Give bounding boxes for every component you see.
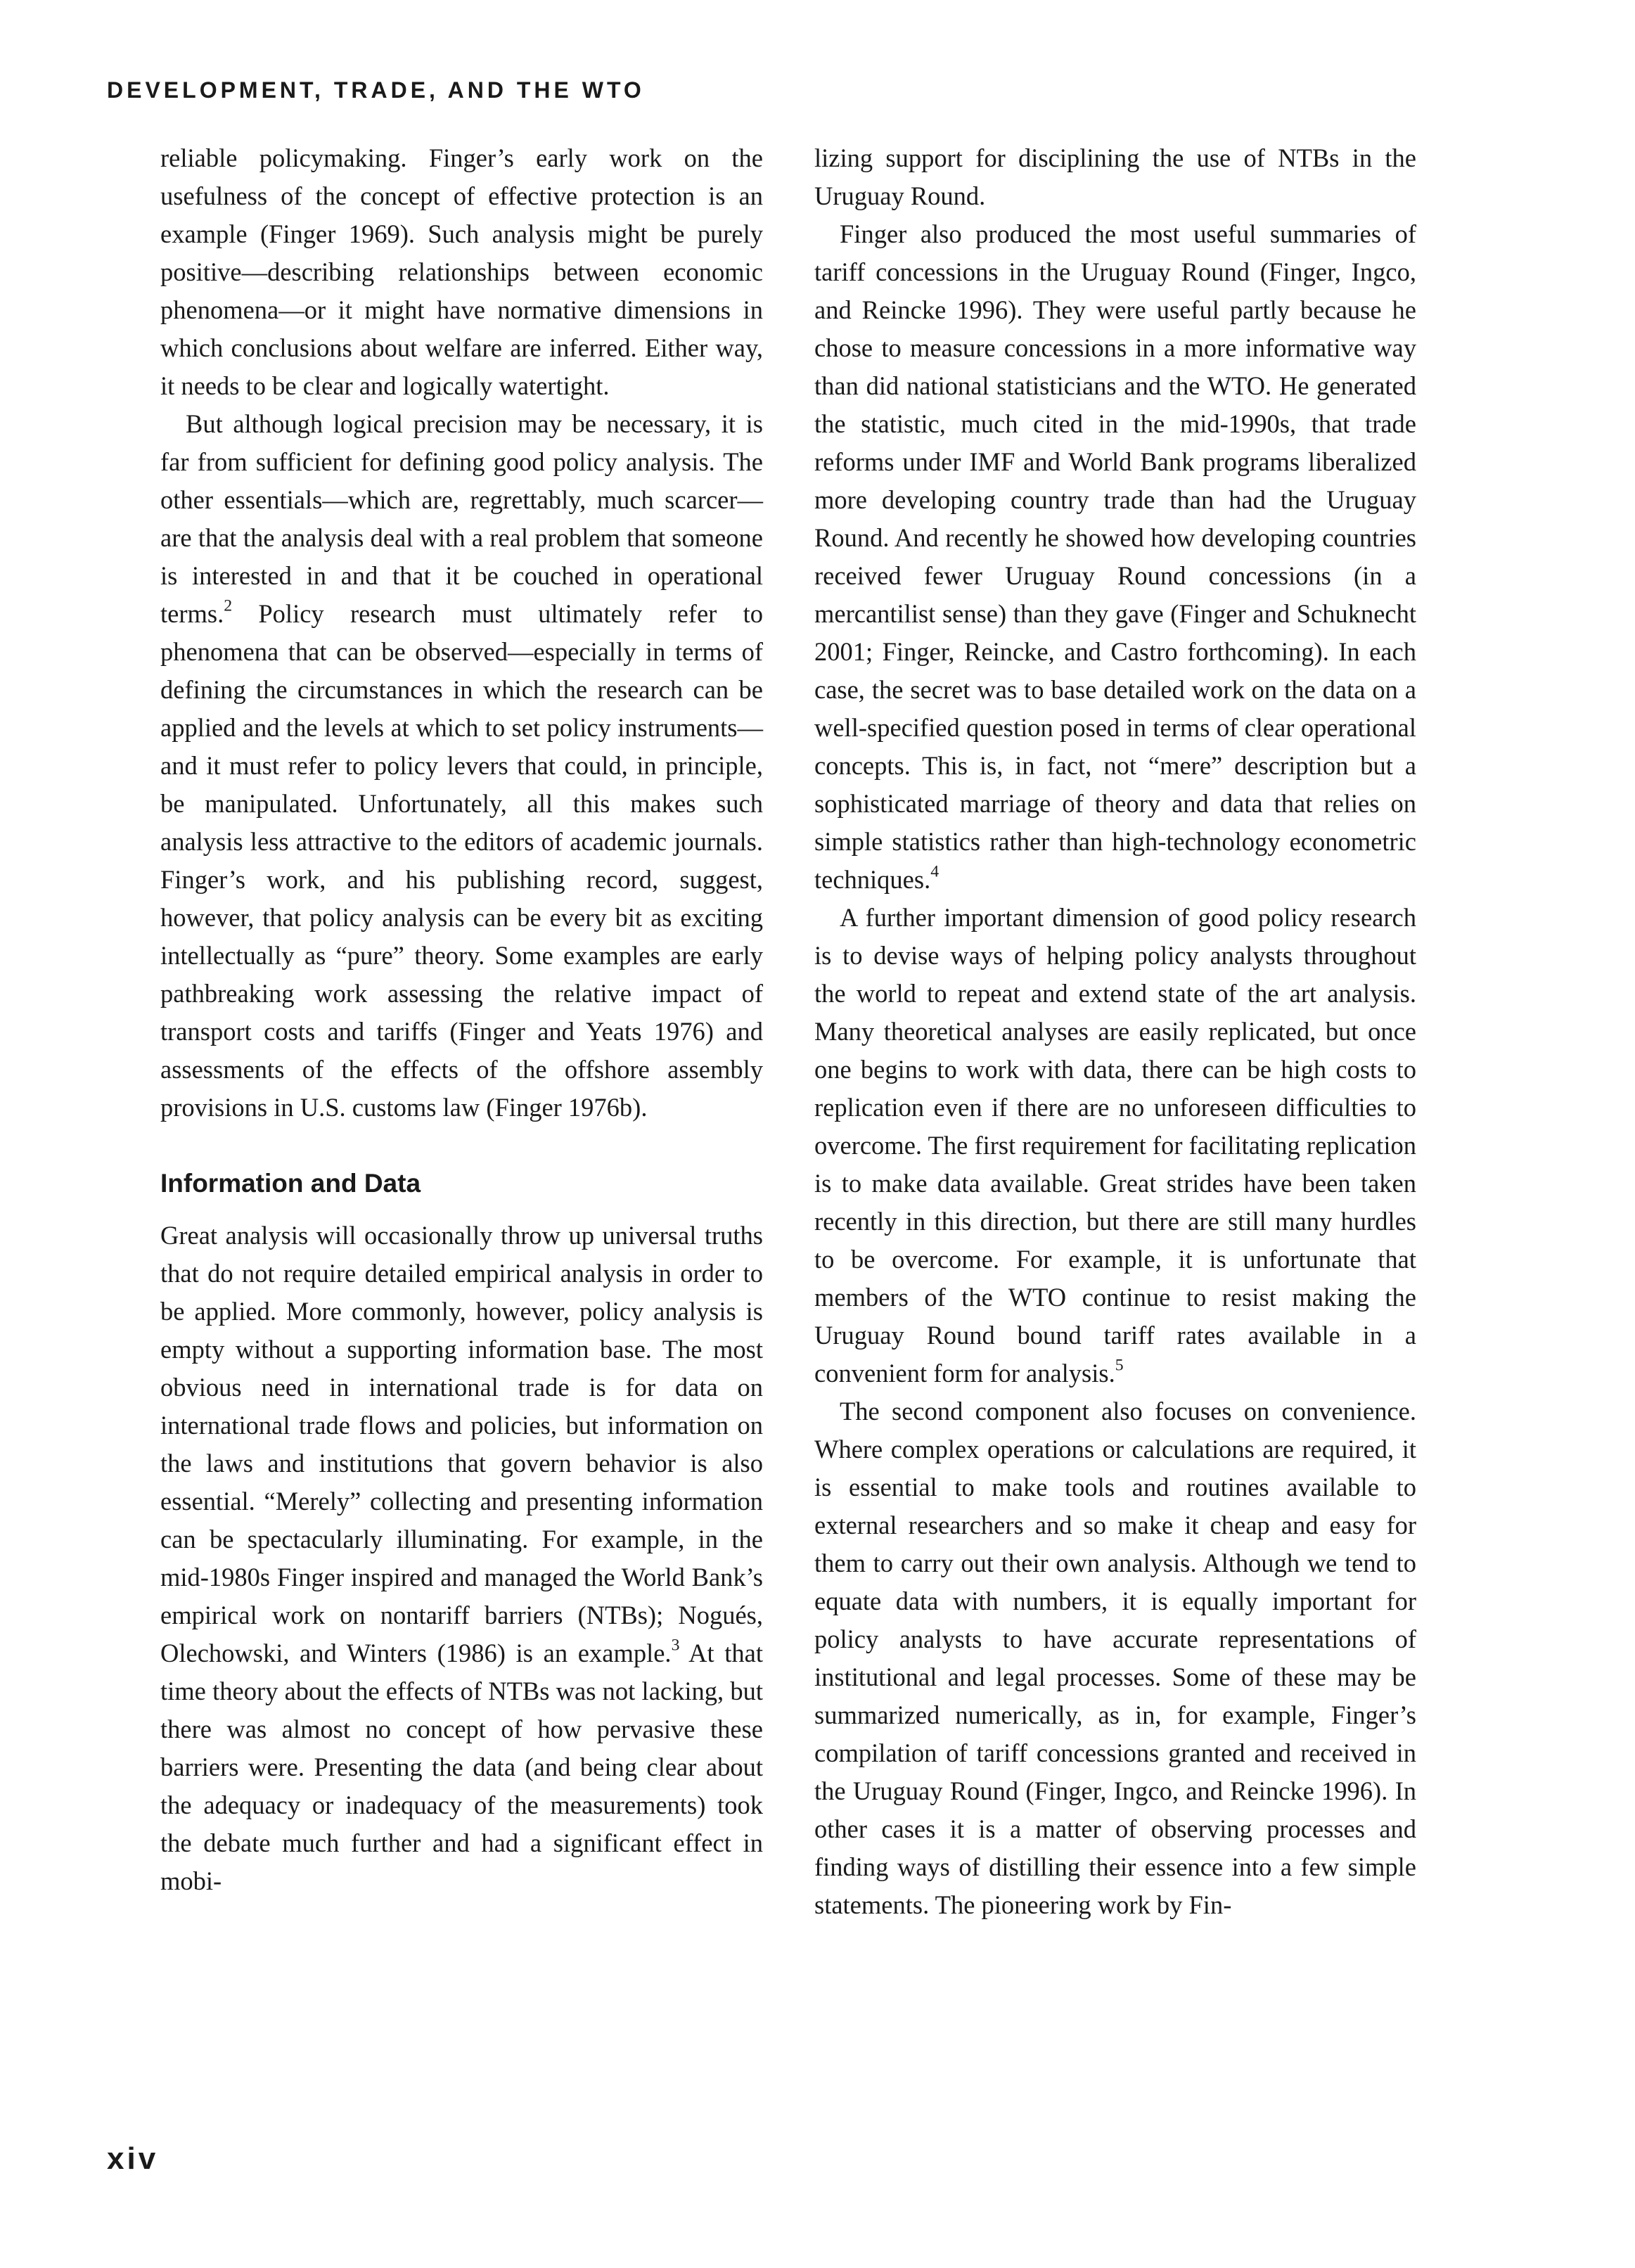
right-column — [814, 139, 1416, 1924]
paragraph — [814, 215, 1416, 899]
paragraph-text: A further important dimension of good policy research is to devise ways of helping policy analysts throughout the world to repeat and extend state of the art analysis. Many theoretical analyses are easily replicated, but once one begins to work with data, there can be high costs to replication even if there are no unforeseen difficulties to overcome. The first requirement for facilitating replication is to make data available. Great strides have been taken recently in this direction, but there are still many hurdles to be overcome. For example, it is unfortunate that members of the WTO continue to resist making the Uruguay Round bound tariff rates available in a convenient form for analysis. — [814, 903, 1416, 1388]
page-number: xiv — [107, 2141, 159, 2176]
paragraph-text: At that time theory about the effects of NTBs was not lacking, but there was almost no concept of how pervasive these barriers were. Presenting the data (and being clear about the adequacy or inadequacy of the measurements) took the debate much further and had a significant effect in mobi- — [160, 1639, 764, 1895]
paragraph — [160, 1217, 763, 1900]
footnote-ref: 3 — [671, 1636, 680, 1655]
paragraph-text: reliable policymaking. Finger’s early work on the usefulness of the concept of effective protection is an example (Finger 1969). Such analysis might be purely positive—describing relationships between economic phenomena—or it might have normative dimensions in which conclusions about welfare are inferred. Either way, it needs to be clear and logically watertight. — [160, 143, 763, 400]
paragraph-text: lizing support for disciplining the use of NTBs in the Uruguay Round. — [814, 143, 1416, 210]
paragraph — [160, 139, 763, 405]
paragraph-text: Great analysis will occasionally throw up universal truths that do not require detailed empirical analysis in order to be applied. More commonly, however, policy analysis is empty without a supporting information base. The most obvious need in international trade is for data on international trade flows and policies, but information on the laws and institutions that govern behavior is also essential. “Merely” collecting and presenting information can be spectacularly illuminating. For example, in the mid-1980s Finger inspired and managed the World Bank’s empirical work on nontariff barriers (NTBs); Nogués, Olechowski, and Winters (1986) is an example. — [160, 1221, 763, 1667]
paragraph-text: Policy research must ultimately refer to phenomena that can be observed—especially in terms of defining the circumstances in which the research can be applied and the levels at which to set policy instruments—and it must refer to policy levers that could, in principle, be manipulated. Unfortunately, all this makes such analysis less attractive to the editors of academic journals. Finger’s work, and his publishing record, suggest, however, that policy analysis can be every bit as exciting intellectually as “pure” theory. Some examples are early pathbreaking work assessing the relative impact of transport costs and tariffs (Finger and Yeats 1976) and assessments of the effects of the offshore assembly provisions in U.S. customs law (Finger 1976b). — [160, 599, 763, 1122]
paragraph — [814, 139, 1416, 215]
paragraph-text: Finger also produced the most useful summaries of tariff concessions in the Uruguay Round (Finger, Ingco, and Reincke 1996). They were useful partly because he chose to measure concessions in a more informative way than did national statisticians and the WTO. He generated the statistic, much cited in the mid-1990s, that trade reforms under IMF and World Bank programs liberalized more developing country trade than had the Uruguay Round. And recently he showed how developing countries received fewer Uruguay Round concessions (in a mercantilist sense) than they gave (Finger and Schuknecht 2001; Finger, Reincke, and Castro forthcoming). In each case, the secret was to base detailed work on the data on a well-specified question posed in terms of clear operational concepts. This is, in fact, not “mere” description but a sophisticated marriage of theory and data that relies on simple statistics rather than high-technology econometric techniques. — [814, 219, 1416, 894]
paragraph-text: But although logical precision may be necessary, it is far from sufficient for defining good policy analysis. The other essentials—which are, regrettably, much scarcer—are that the analysis deal with a real problem that someone is interested in and that it be couched in operational terms. — [160, 409, 763, 628]
paragraph — [160, 405, 763, 1127]
paragraph — [814, 899, 1416, 1392]
paragraph-text: The second component also focuses on convenience. Where complex operations or calculations are required, it is essential to make tools and routines available to external researchers and so make it cheap and easy for them to carry out their own analysis. Although we tend to equate data with numbers, it is equally important for policy analysts to have accurate representations of institutional and legal processes. Some of these may be summarized numerically, as in, for example, Finger’s compilation of tariff concessions granted and received in the Uruguay Round (Finger, Ingco, and Reincke 1996). In other cases it is a matter of observing processes and finding ways of distilling their essence into a few simple statements. The pioneering work by Fin- — [814, 1397, 1416, 1919]
footnote-ref: 4 — [930, 862, 940, 881]
paragraph — [814, 1392, 1416, 1924]
left-column — [160, 139, 763, 1900]
footnote-ref: 2 — [224, 596, 233, 615]
running-head: DEVELOPMENT, TRADE, AND THE WTO — [107, 77, 645, 103]
footnote-ref: 5 — [1115, 1356, 1124, 1375]
section-heading: Information and Data — [160, 1169, 421, 1198]
